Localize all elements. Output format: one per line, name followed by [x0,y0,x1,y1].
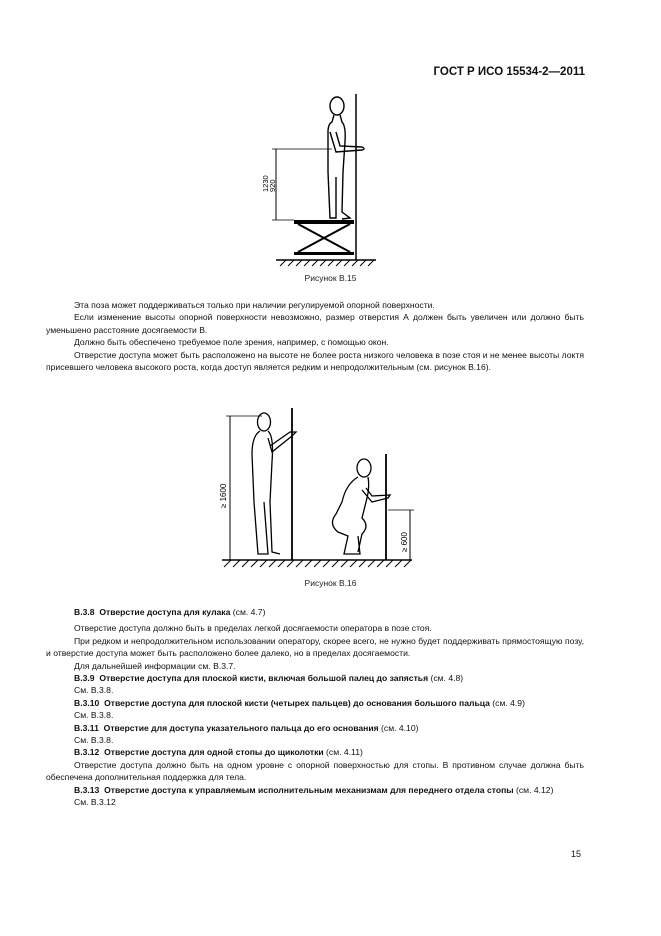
paragraph: См. В.3.12 [74,797,116,808]
paragraph: См. В.3.8. [74,710,114,721]
paragraph: Эта поза может поддерживаться только при наличии регулируемой опорной поверхности. [74,300,435,310]
figure-b15 [250,92,390,270]
paragraph: См. В.3.8. [74,735,114,746]
paragraph: См. В.3.8. [74,685,114,696]
figure-caption-b15: Рисунок В.15 [304,273,357,283]
page-number: 15 [570,849,581,859]
paragraph: Если изменение высоты опорной поверхности невозможно, размер отверстия А должен быть увеличен или должно быть уменьшено расстояние досягаемости В. [46,312,584,335]
section-b312-heading: В.3.12 Отверстие доступа для одной стопы до щиколотки (см. 4.11) [74,747,363,758]
figure-b16 [212,402,422,578]
dimension-label-1230: 1230 [261,175,270,192]
paragraph: Отверстие доступа может быть расположено на высоте не более роста низкого человека в позе стоя и не менее высоты локтя присевшего человека высокого роста, когда доступ является редким и непродолжительным (см. рисунок В.16). [46,349,584,373]
dimension-label-600: ≥ 600 [400,532,409,552]
section-b39-heading: В.3.9 Отверстие доступа для плоской кисти, включая большой палец до запястья (см. 4.8) [74,673,464,684]
document-header: ГОСТ Р ИСО 15534-2—2011 [433,66,585,78]
section-b311-heading: В.3.11 Отверстие для доступа указательного пальца до его основания (см. 4.10) [74,722,419,733]
body-text-1 [46,299,584,373]
paragraph: Отверстие доступа должно быть в пределах легкой досягаемости оператора в позе стоя. [74,623,432,634]
dimension-label-1600: ≥ 1600 [219,483,228,508]
paragraph: При редком и непродолжительном использовании оператору, скорее всего, не нужно будет поддерживать прямостоящую позу, и отверстие доступа может быть расположено более далеко, но в пределах досягаемости. [46,635,584,659]
paragraph: Для дальнейшей информации см. В.3.7. [74,660,236,671]
dimension-label-920: 920 [268,179,277,192]
paragraph: Отверстие доступа должно быть на одном уровне с опорной поверхностью для стопы. В противном случае должна быть обеспечена дополнительная поддержка для тела. [46,759,584,783]
body-text-2 [46,606,584,809]
section-b313-heading: В.3.13 Отверстие доступа к управляемым исполнительным механизмам для переднего отдела стопы (см. 4.12) [74,784,554,795]
section-b310-heading: В.3.10 Отверстие доступа для плоской кисти (четырех пальцев) до основания большого пальца (см. 4.9) [74,697,525,708]
section-b38-heading: В.3.8 Отверстие доступа для кулака (см. 4.7) [74,607,266,617]
paragraph: Должно быть обеспечено требуемое поле зрения, например, с помощью окон. [74,337,389,348]
figure-caption-b16: Рисунок В.16 [304,578,357,588]
